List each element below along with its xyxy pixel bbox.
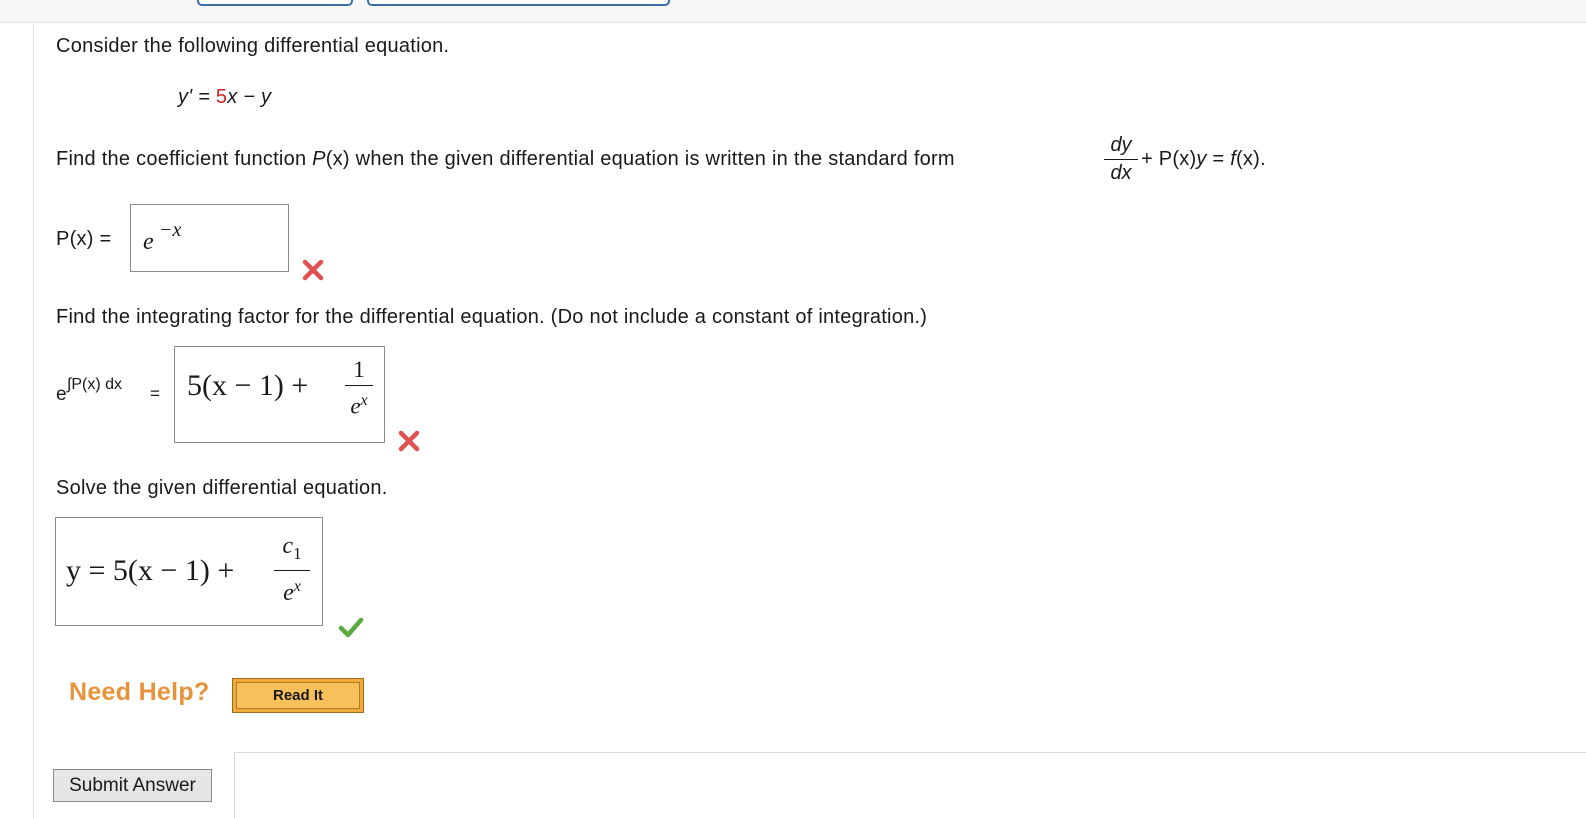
top-tab-button-1[interactable] <box>197 0 353 6</box>
equation-coefficient: 5 <box>215 86 228 108</box>
if-answer-main: 5(x − 1) + <box>187 369 309 402</box>
solution-den-exp: x <box>293 577 301 595</box>
if-answer-numerator: 1 <box>353 357 365 382</box>
if-label-equals: = <box>150 384 160 403</box>
fraction-denominator: dx <box>1110 162 1132 184</box>
correct-check-icon <box>338 616 364 638</box>
if-label-exponent <box>67 376 122 394</box>
standard-form-fraction <box>1104 134 1138 185</box>
if-answer-denominator <box>345 388 373 420</box>
if-answer-fraction-bar <box>345 385 373 386</box>
solution-den-base: e <box>283 579 294 606</box>
px-answer-base: e <box>143 229 154 255</box>
solution-answer-fraction <box>274 532 310 607</box>
read-it-button[interactable] <box>232 678 364 713</box>
if-answer-fraction <box>345 357 373 420</box>
equation-rhs: x − y <box>227 86 272 108</box>
top-toolbar-strip <box>0 0 1586 23</box>
incorrect-x-icon <box>302 259 324 281</box>
part1-prompt-start: Find the coefficient function <box>56 148 313 170</box>
part1-prompt <box>56 148 955 171</box>
intro-text: Consider the following differential equation. <box>56 35 450 57</box>
part1-prompt-p: P <box>312 148 326 170</box>
top-tab-button-2[interactable] <box>367 0 670 6</box>
solution-fraction-bar <box>274 570 310 571</box>
solution-answer-denominator <box>274 573 310 607</box>
submit-answer-button[interactable]: Submit Answer <box>53 769 212 802</box>
solution-answer-main: y = 5(x − 1) + <box>66 554 235 587</box>
solution-num-sub: 1 <box>293 543 302 563</box>
solution-num-c: c <box>282 533 294 559</box>
part3-prompt: Solve the given differential equation. <box>56 477 388 499</box>
tail-y: y <box>1196 148 1207 170</box>
part1-prompt-mid: (x) when the given differential equation is written in the standard form <box>325 148 955 170</box>
tail-f: f <box>1230 148 1237 170</box>
px-label: P(x) = <box>56 228 112 250</box>
bottom-panel <box>234 752 1586 818</box>
if-answer-den-base: e <box>350 393 361 419</box>
tail-equals: = <box>1206 148 1231 170</box>
if-label-base: e <box>56 384 67 405</box>
px-answer-field[interactable] <box>130 204 289 272</box>
standard-form-tail <box>1141 148 1266 171</box>
need-help-heading: Need Help? <box>69 678 210 706</box>
fraction-numerator: dy <box>1110 134 1132 156</box>
read-it-label: Read It <box>236 682 360 709</box>
integrating-factor-answer-field[interactable] <box>174 346 385 443</box>
if-label-exponent-text: ∫P(x) dx <box>67 376 123 393</box>
part2-prompt: Find the integrating factor for the differential equation. (Do not include a constant of integration.) <box>56 306 928 328</box>
px-answer-exponent: −x <box>159 219 182 241</box>
solution-answer-field[interactable] <box>55 517 323 626</box>
equation-lhs: y' = <box>178 86 216 108</box>
incorrect-x-icon <box>398 430 420 452</box>
tail-px: + P(x) <box>1141 148 1197 170</box>
given-equation <box>178 86 271 109</box>
tail-fx: (x). <box>1236 148 1266 170</box>
if-answer-den-exp: x <box>360 392 368 409</box>
left-divider <box>33 23 34 818</box>
solution-answer-numerator <box>274 532 310 568</box>
